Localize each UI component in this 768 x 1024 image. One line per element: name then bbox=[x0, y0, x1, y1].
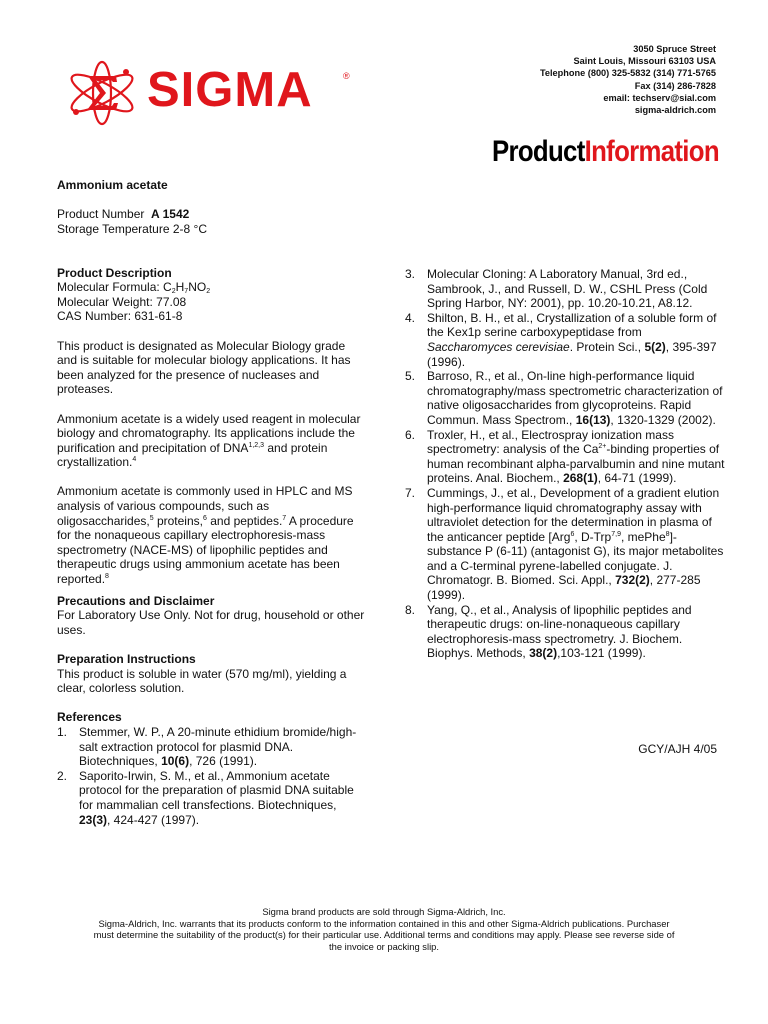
reference-superscript: 2+ bbox=[598, 443, 607, 451]
reference-number: 1. bbox=[57, 724, 68, 739]
address-fax: Fax (314) 286-7828 bbox=[634, 80, 716, 91]
address-email: email: techserv@sial.com bbox=[603, 92, 716, 103]
reference-volume: 268(1) bbox=[563, 471, 598, 486]
reference-item-4 bbox=[405, 311, 725, 369]
reference-text bbox=[427, 428, 725, 486]
para2-text-a: Ammonium acetate is a widely used reagent in molecular biology and chromatography. Its applications include the purification and precipitation of DNA bbox=[57, 411, 361, 455]
reference-title-cont: -binding properties of human recombinant alpha-parvalbumin and nine mutant proteins. Anal. Biochem., bbox=[427, 442, 725, 486]
reference-volume: 23(3) bbox=[79, 812, 108, 827]
preparation-text: This product is soluble in water (570 mg/ml), yielding a clear, colorless solution. bbox=[57, 666, 347, 696]
para3-citation-1: 5 bbox=[149, 514, 154, 522]
reference-volume: 732(2) bbox=[615, 573, 650, 588]
para3-citation-2: 6 bbox=[202, 514, 207, 522]
reference-authors-title: Saporito-Irwin, S. M., et al., Ammonium acetate protocol for the preparation of plasmid DNA suitable for mammalian cell transfections. Biotechniques, bbox=[79, 768, 354, 812]
precautions-text: For Laboratory Use Only. Not for drug, household or other uses. bbox=[57, 608, 365, 637]
reference-pages: ,103-121 (1999). bbox=[557, 646, 646, 661]
precautions-heading: Precautions and Disclaimer bbox=[57, 593, 215, 608]
storage-temperature-unit: °C bbox=[193, 221, 208, 236]
reference-superscript-1: 6 bbox=[570, 530, 575, 538]
footer-disclaimer bbox=[40, 906, 728, 952]
reference-item-2 bbox=[57, 769, 367, 827]
reference-text bbox=[427, 369, 725, 427]
reference-text bbox=[427, 486, 725, 603]
reference-volume: 38(2) bbox=[529, 646, 558, 661]
description-paragraph-2 bbox=[57, 412, 367, 470]
reference-title-c: , mePhe bbox=[620, 529, 666, 544]
cas-number: CAS Number: 631-61-8 bbox=[57, 309, 183, 324]
reference-pages: , 64-71 (1999). bbox=[597, 471, 677, 486]
molecular-weight: Molecular Weight: 77.08 bbox=[57, 294, 187, 309]
footer-line-4: the invoice or packing slip. bbox=[329, 940, 439, 952]
reference-number: 5. bbox=[405, 369, 416, 384]
reference-text: Molecular Cloning: A Laboratory Manual, 3rd ed., Sambrook, J., and Russell, D. W., CSHL Press (Cold Spring Harbor, NY: 2001), pp. 10.20-10.21, A8.12. bbox=[427, 267, 708, 311]
reference-number: 4. bbox=[405, 310, 416, 325]
reference-number: 2. bbox=[57, 768, 68, 783]
para3-text-a: Ammonium acetate is commonly used in HPLC and MS analysis of various compounds, such as oligosaccharides, bbox=[57, 484, 353, 528]
para2-text-b: and protein crystallization. bbox=[57, 440, 328, 470]
para3-citation-4: 8 bbox=[105, 573, 109, 581]
product-name: Ammonium acetate bbox=[57, 178, 168, 192]
reference-volume: 5(2) bbox=[644, 339, 666, 354]
formula-o-count: 2 bbox=[206, 288, 211, 296]
product-number: A 1542 bbox=[151, 207, 190, 222]
reference-superscript-3: 8 bbox=[665, 530, 670, 538]
reference-pages: , 726 (1991). bbox=[189, 754, 258, 769]
reference-item-8 bbox=[405, 603, 725, 661]
storage-temperature-line bbox=[57, 222, 367, 237]
para2-citation-2: 4 bbox=[132, 456, 137, 464]
reference-text bbox=[427, 311, 725, 369]
reference-authors-title: Shilton, B. H., et al., Crystallization of a soluble form of the Kex1p serine carboxypeptidase from bbox=[427, 310, 717, 340]
reference-number: 6. bbox=[405, 427, 416, 442]
para3-text-d: A procedure for the nonaqueous capillary electrophoresis-mass spectrometry (NACE-MS) of lipophilic peptides and therapeutic drugs using ammonium acetate has been reported. bbox=[57, 513, 354, 587]
left-column bbox=[57, 178, 367, 827]
document-signoff: GCY/AJH 4/05 bbox=[638, 742, 717, 756]
reference-text bbox=[79, 769, 367, 827]
reference-text bbox=[427, 603, 725, 661]
formula-c-count: 2 bbox=[171, 288, 176, 296]
reference-pages: , 1320-1329 (2002). bbox=[610, 412, 716, 427]
reference-item-6 bbox=[405, 428, 725, 486]
product-number-line bbox=[57, 207, 367, 222]
reference-title-d: ]-substance P (6-11) (antagonist G), its major metabolites and a C-terminal pyrene-labelled conjugate. J. Chromatogr. B. Biomed. Sci. Appl., bbox=[427, 529, 724, 588]
molecular-formula-label: Molecular Formula: bbox=[57, 280, 160, 295]
right-column bbox=[405, 267, 725, 661]
storage-temperature-value: 2-8 bbox=[172, 221, 191, 236]
company-address bbox=[540, 43, 716, 116]
reference-text bbox=[79, 725, 367, 769]
reference-superscript-2: 7,9 bbox=[611, 530, 621, 538]
description-paragraph-3 bbox=[57, 484, 367, 586]
reference-volume: 16(13) bbox=[575, 412, 611, 427]
reference-authors-title: Yang, Q., et al., Analysis of lipophilic peptides and therapeutic drugs: on-line-nonaqueous capillary electrophoresis-mass spectrometry. J. Biochem. Biophys. Methods, bbox=[427, 602, 692, 661]
footer-line-3: must determine the suitability of the product(s) for their particular use. Additional terms and conditions may apply. Please see reverse side of bbox=[93, 929, 675, 941]
address-telephone: Telephone (800) 325-5832 (314) 771-5765 bbox=[539, 68, 716, 79]
title-part-product: Product bbox=[492, 135, 585, 168]
para3-text-b: proteins, bbox=[153, 513, 203, 528]
reference-item-1 bbox=[57, 725, 367, 769]
reference-authors-title: Stemmer, W. P., A 20-minute ethidium bromide/high-salt extraction protocol for plasmid DNA. Biotechniques, bbox=[79, 724, 357, 769]
reference-item-5 bbox=[405, 369, 725, 427]
reference-authors-title: Barroso, R., et al., On-line high-performance liquid chromatography/mass spectrometric characterization of native oligosaccharides from glycoproteins. Rapid Commun. Mass Spectrom., bbox=[427, 369, 723, 427]
address-street: 3050 Spruce Street bbox=[633, 44, 716, 54]
storage-temperature-label: Storage Temperature bbox=[57, 221, 170, 236]
reference-number: 3. bbox=[405, 267, 416, 281]
molecular-formula bbox=[57, 280, 367, 295]
preparation-heading: Preparation Instructions bbox=[57, 652, 196, 666]
sigma-logo-icon bbox=[64, 60, 144, 126]
formula-h-count: 7 bbox=[184, 288, 189, 296]
reference-volume: 10(6) bbox=[161, 754, 190, 769]
footer-line-2: Sigma-Aldrich, Inc. warrants that its products conform to the information contained in this and other Sigma-Aldrich publications. Purchaser bbox=[98, 917, 670, 929]
references-heading: References bbox=[57, 710, 122, 725]
reference-number: 8. bbox=[405, 602, 416, 617]
para2-citation-1: 1,2,3 bbox=[248, 441, 265, 449]
reference-authors-title: Troxler, H., et al., Electrospray ionization mass spectrometry: analysis of the Ca bbox=[427, 427, 674, 457]
reference-pages: , 277-285 (1999). bbox=[427, 573, 701, 603]
product-description-heading: Product Description bbox=[57, 265, 172, 280]
reference-title-b: , D-Trp bbox=[574, 529, 612, 544]
formula-c: C bbox=[163, 280, 172, 295]
product-number-label: Product Number bbox=[57, 207, 145, 222]
para3-text-c: and peptides. bbox=[206, 513, 283, 528]
reference-number: 7. bbox=[405, 485, 416, 500]
title-part-information: Information bbox=[584, 135, 719, 168]
reference-pages: , 395-397 (1996). bbox=[427, 339, 717, 369]
reference-item-7 bbox=[405, 486, 725, 603]
product-information-title bbox=[492, 137, 719, 167]
address-website: sigma-aldrich.com bbox=[634, 105, 716, 116]
brand-name: SIGMA bbox=[147, 63, 313, 117]
reference-journal: . Protein Sci., bbox=[569, 339, 645, 354]
address-city: Saint Louis, Missouri 63103 USA bbox=[573, 56, 716, 67]
reference-item-3 bbox=[405, 267, 725, 311]
formula-rest: NO bbox=[188, 280, 207, 295]
footer-line-1: Sigma brand products are sold through Sigma-Aldrich, Inc. bbox=[262, 906, 506, 917]
reference-authors-title: Cummings, J., et al., Development of a gradient elution high-performance liquid chromatography assay with ultraviolet detection for the determination in plasma of the anticancer peptide [Arg bbox=[427, 485, 720, 544]
para3-citation-3: 7 bbox=[282, 514, 287, 522]
formula-h: H bbox=[175, 280, 185, 295]
description-paragraph-1: This product is designated as Molecular Biology grade and is suitable for molecular biology applications. It has been analyzed for the presence of nucleases and proteases. bbox=[57, 338, 351, 397]
reference-pages: , 424-427 (1997). bbox=[107, 812, 200, 827]
reference-species: Saccharomyces cerevisiae bbox=[427, 339, 570, 354]
registered-mark: ® bbox=[343, 71, 350, 81]
